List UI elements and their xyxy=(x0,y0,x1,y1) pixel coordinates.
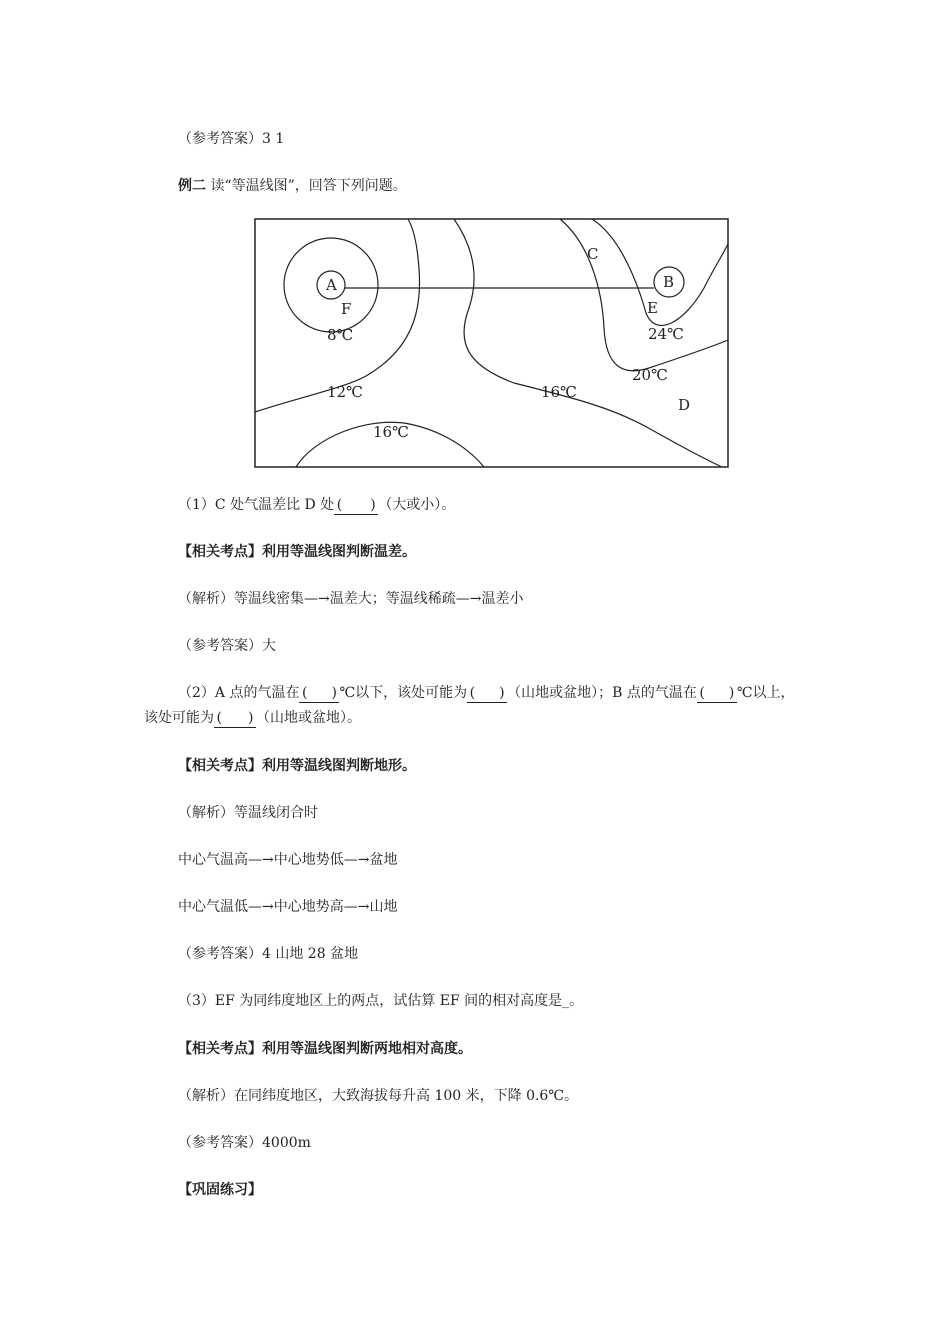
answer-1: （参考答案）大 xyxy=(178,638,276,654)
question-2-blank-1[interactable] xyxy=(299,684,339,703)
key-point-2: 【相关考点】利用等温线图判断地形。 xyxy=(178,758,416,774)
question-2-blank-2[interactable] xyxy=(467,684,507,703)
question-2-text-2: ℃以下，该处可能为 xyxy=(339,685,468,701)
question-2-text-5: 该处可能为 xyxy=(144,710,214,726)
isotherm-map xyxy=(254,218,729,469)
blank-paren-open: ( xyxy=(302,685,308,701)
practice-heading: 【巩固练习】 xyxy=(178,1182,262,1198)
point-label-f: F xyxy=(341,300,352,318)
point-label-c: C xyxy=(587,245,599,263)
example-label: 例二 xyxy=(178,178,206,194)
answer-2: （参考答案）4 山地 28 盆地 xyxy=(178,946,359,962)
reference-answer-top: （参考答案）3 1 xyxy=(178,131,285,147)
blank-paren-open: ( xyxy=(699,685,705,701)
example-text: 读“等温线图”，回答下列问题。 xyxy=(206,178,407,194)
question-2-text-3: （山地或盆地）；B 点的气温在 xyxy=(507,685,697,701)
analysis-2-line-1: 中心气温高—→中心地势低—→盆地 xyxy=(178,852,398,868)
point-label-a: A xyxy=(326,276,337,294)
isotherm-label-12: 12℃ xyxy=(327,383,363,401)
question-1-suffix: （大或小）。 xyxy=(378,497,456,513)
isotherm-label-8: 8℃ xyxy=(327,326,354,344)
isotherm-label-16-right: 16℃ xyxy=(541,383,577,401)
question-1 xyxy=(178,496,455,515)
analysis-1: （解析）等温线密集—→温差大；等温线稀疏—→温差小 xyxy=(178,591,524,607)
point-label-b: B xyxy=(663,273,675,291)
question-1-text: （1）C 处气温差比 D 处 xyxy=(178,497,335,513)
blank-paren-close: ) xyxy=(248,710,254,726)
analysis-2: （解析）等温线闭合时 xyxy=(178,805,318,821)
blank-paren-close: ) xyxy=(499,685,505,701)
isotherm-label-24: 24℃ xyxy=(648,325,684,343)
question-3: （3）EF 为同纬度地区上的两点，试估算 EF 间的相对高度是_。 xyxy=(178,993,584,1009)
isotherm-label-20: 20℃ xyxy=(632,366,668,384)
point-label-e: E xyxy=(647,299,658,317)
blank-paren-close: ) xyxy=(370,497,376,513)
question-2-blank-4[interactable] xyxy=(214,709,256,728)
question-2-blank-3[interactable] xyxy=(697,684,737,703)
point-label-d: D xyxy=(678,396,691,414)
example-heading xyxy=(178,177,407,195)
analysis-2-line-2: 中心气温低—→中心地势高—→山地 xyxy=(178,899,398,915)
question-2-text-4: ℃以上， xyxy=(736,685,795,701)
blank-paren-close: ) xyxy=(728,685,735,701)
key-point-3: 【相关考点】利用等温线图判断两地相对高度。 xyxy=(178,1041,472,1057)
key-point-1: 【相关考点】利用等温线图判断温差。 xyxy=(178,544,416,560)
answer-3: （参考答案）4000m xyxy=(178,1135,311,1151)
blank-paren-open: ( xyxy=(216,710,222,726)
blank-paren-close: ) xyxy=(331,685,337,701)
isotherm-label-16-lower: 16℃ xyxy=(373,423,409,441)
question-2-line-2 xyxy=(144,709,361,728)
analysis-3: （解析）在同纬度地区，大致海拔每升高 100 米，下降 0.6℃。 xyxy=(178,1088,578,1104)
blank-paren-open: ( xyxy=(469,685,476,701)
map-frame xyxy=(255,219,728,467)
question-1-blank[interactable] xyxy=(334,496,378,515)
question-2-line-1 xyxy=(178,684,795,703)
question-2-text-6: （山地或盆地）。 xyxy=(256,710,361,726)
blank-paren-open: ( xyxy=(336,497,343,513)
question-2-text-1: （2）A 点的气温在 xyxy=(178,685,300,701)
